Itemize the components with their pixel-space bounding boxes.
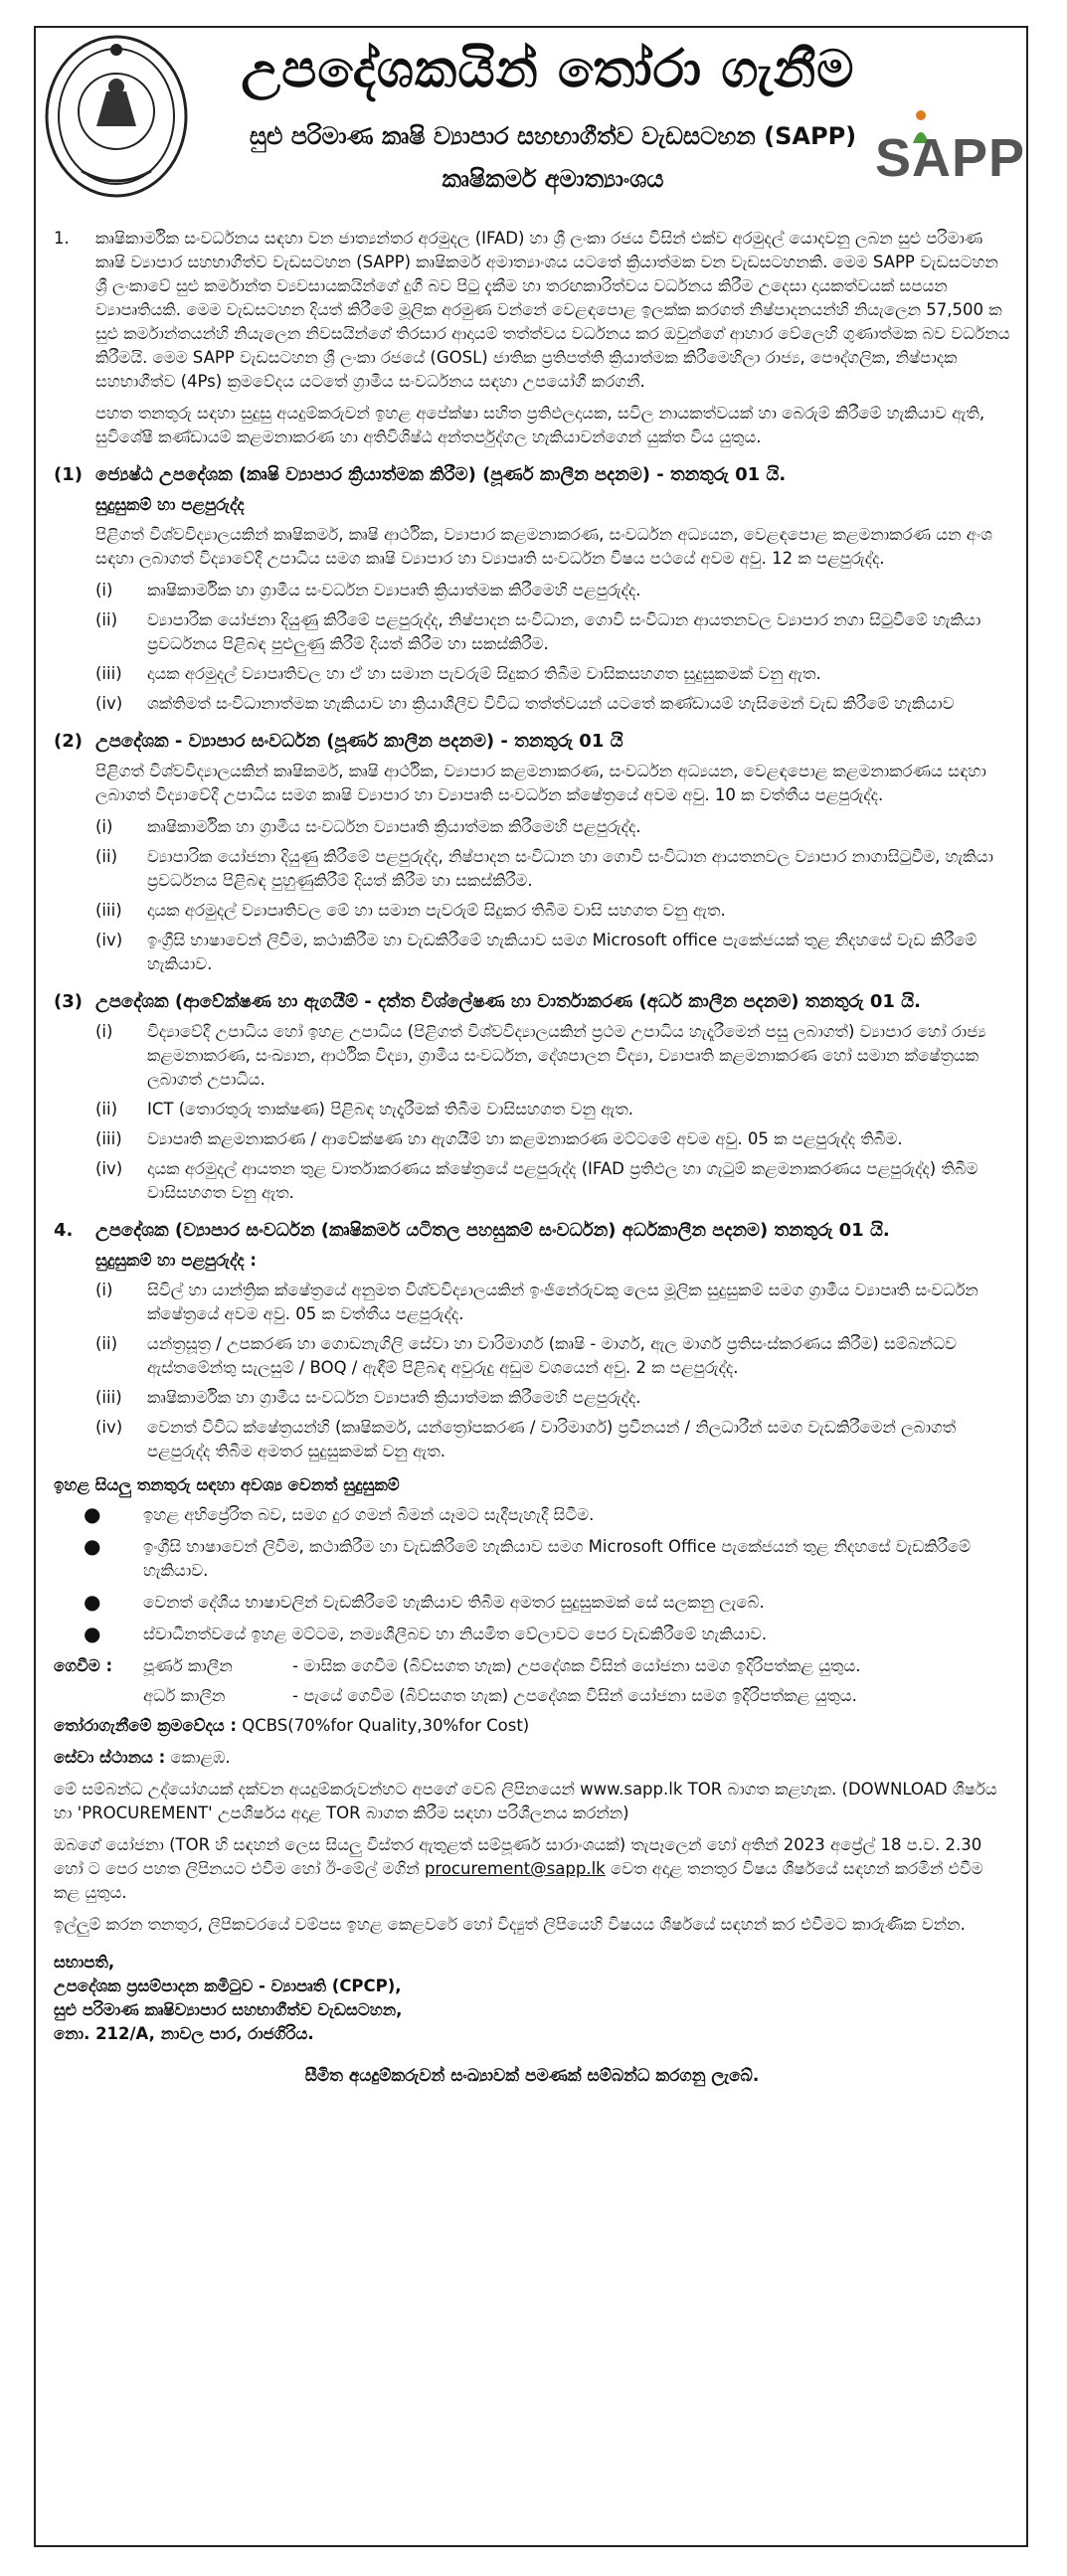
item-number: (i) — [95, 817, 113, 836]
page-title: උපදේශකයින් තෝරා ගැනීම — [241, 40, 855, 99]
section-title: උපදේශක (ආවේක්ෂණ හා ඇගයීම් - දත්ත විශ්ලේෂණ හා වාර්තාකරණ (අර්ධ කාලීන පදනම) තනතුරු 01 යි. — [95, 991, 921, 1012]
item-text: කෘෂිකාර්මික හා ග්‍රාමීය සංවර්ධන ව්‍යාපෘති ක්‍රියාත්මක කිරීමෙහි පළපුරුද්ද. — [147, 1388, 641, 1407]
item-text: විද්‍යාවේදී උපාධිය හෝ ඉහළ උපාධිය (පිළිගත් විශ්වවිද්‍යාලයකින් ප්‍රථම උපාධිය හැදෑරීමෙන් පසු ලබාගත්) ව්‍යාපාර හෝ රාජ්‍ය කළමනාකරණ, සංඛ්‍යාන, ආර්ථික විද්‍යා, ග්‍රාමීය සංවර්ධන, දේශපාලන විද්‍යා, ව්‍යාපෘති කළමනාකරණ හෝ සමාන ක්ෂේත්‍රයක ලබාගත් උපාධිය. — [147, 1022, 986, 1089]
bullet-text: ස්වාධීනත්වයේ ඉහළ මට්ටම, නම්‍යශීලීබව හා නියමිත වේලාවට පෙර වැඩකිරීමේ හැකියාව. — [143, 1625, 768, 1643]
submission-instructions — [54, 1833, 1010, 1905]
item-number: (iii) — [95, 901, 122, 920]
list-item — [84, 1503, 1010, 1527]
item-text: දායක අරමුදල් ව්‍යාපෘතිවල හා ඒ හා සමාන පැවරුම් සිදුකර තිබීම වාසිකසහගත සුදුසුකමක් වනු ඇත. — [147, 664, 821, 683]
duty-station-value: කොළඹ. — [170, 1748, 231, 1767]
item-number: (ii) — [95, 610, 118, 629]
salary-label: ගෙවීම : — [54, 1656, 113, 1675]
section-subheading: සුදුසුකම් හා පළපුරුද්ද : — [95, 1251, 257, 1270]
sri-lanka-emblem-icon — [42, 32, 191, 201]
duty-station-label: සේවා ස්ථානය : — [54, 1748, 166, 1767]
footer-note: සීමිත අයදුම්කරුවන් සංඛ්‍යාවක් පමණක් සම්බන්ධ කරගනු ලැබේ. — [304, 2066, 760, 2086]
selection-method-label: තෝරාගැනීමේ ක්‍රමවේදය : — [54, 1716, 237, 1735]
item-number: (iii) — [95, 1129, 122, 1148]
section-intro: පිළිගත් විශ්වවිද්‍යාලයකින් කෘෂිකර්ම, කෘෂි ආර්ථික, ව්‍යාපාර කළමනාකරණ, සංවර්ධන අධ්‍යයන, වෙළඳපොළ කළමනාකරණය සඳහා ලබාගත් විද්‍යාවේදී උපාධිය සමග කෘෂි ව්‍යාපාර හා ව්‍යාපෘති සංවර්ධන ක්ෂේත්‍රයේ අවම අවු. 10 ක වත්තීය පළපුරුද්ද. — [95, 762, 986, 804]
list-item — [95, 692, 1010, 716]
item-number: (i) — [95, 581, 113, 600]
item-text: ශක්තිමත් සංවිධානාත්මක හැකියාව හා ක්‍රියාශීලීව විවිධ තත්ත්වයන් යටතේ කණ්ඩායම් හැසිමෙන් වැඩ කිරීමේ හැකියාව — [147, 694, 955, 713]
envelope-note: ඉල්ලුම් කරන තනතුර, ලිපිකවරයේ වම්පස ඉහළ කෙළවරේ හෝ විද්‍යුත් ලිපියෙහි විෂයය ශීර්ෂයේ සඳහන් කර එවීමට කාරුණික වන්න. — [54, 1915, 966, 1934]
item-text: දායක අරමුදල් ආයතන තුළ වාර්තාකරණය ක්ෂේත්‍රයේ පළපුරුද්ද (IFAD ප්‍රතිඵල හා ගැටුම් කළමනාකරණය පළපුරුද්ද) තිබීම වාසිසහගත වනු ඇත. — [147, 1159, 978, 1202]
item-text: කෘෂිකාර්මික හා ග්‍රාමීය සංවර්ධන ව්‍යාපෘති ක්‍රියාත්මක කිරීමෙහි පළපුරුද්ද. — [147, 581, 641, 600]
item-text: කෘෂිකාර්මික හා ග්‍රාමීය සංවර්ධන ව්‍යාපෘති ක්‍රියාත්මක කිරීමෙහි පළපුරුද්ද. — [147, 817, 641, 836]
section-heading — [54, 730, 1010, 754]
list-item — [95, 1127, 1010, 1151]
section-number: (2) — [54, 731, 83, 752]
salary-row — [54, 1684, 1010, 1708]
intro-paragraph — [54, 227, 1010, 402]
requirement-list — [95, 1020, 1010, 1205]
salary-value: - පැයේ ගෙවීම (බිව්සගත හැක) උපදේශක විසින් යෝජනා සමග ඉදිරිපත්කළ යුතුය. — [292, 1686, 857, 1705]
selection-method — [54, 1714, 1010, 1738]
bullet-text: වෙනත් දේශීය භාෂාවලින් වැඩකිරීමේ හැකියාව තිබීම අමතර සුදුසුකමක් සේ සලකනු ලැබේ. — [143, 1593, 765, 1612]
list-item — [95, 1157, 1010, 1205]
salary-row — [54, 1654, 1010, 1678]
intro-number: 1. — [54, 229, 70, 248]
salary-value: - මාසික ගෙවීම (බිව්සගත හැක) උපදේශක විසින් යෝජනා සමග ඉදිරිපත්කළ යුතුය. — [292, 1656, 861, 1675]
item-text: දායක අරමුදල් ව්‍යාපෘතිවල මේ හා සමාන පැවරුම් සිදුකර තිබීම වාසි සහගත වනු ඇත. — [147, 901, 726, 920]
item-text: ව්‍යාපෘති කළමනාකරණ / ආවේක්ෂණ හා ඇගයීම් හා කළමනාකරණ මට්ටමේ අවම අවු. 05 ක පළපුරුද්ද තිබීම. — [147, 1129, 903, 1148]
signature-line: සුළු පරිමාණ කෘෂිව්‍යාපාර සහභාගීත්ව වැඩසටහන, — [54, 2000, 403, 2019]
section-number: (3) — [54, 991, 83, 1012]
section-heading — [54, 990, 1010, 1014]
item-text: සිවිල් හා යාන්ත්‍රික ක්ෂේත්‍රයේ අනුමත විශ්වවිද්‍යාලයකින් ඉංජිනේරුවකු ලෙස මූලික සුදුසුකම් සමග ග්‍රාමීය ව්‍යාපෘති සංවර්ධන ක්ෂේත්‍රයේ අවම අවු. 05 ක වත්තීය පළපුරුද්ද. — [147, 1281, 978, 1323]
ministry-name: කෘෂිකර්ම අමාත්‍යාංශය — [442, 165, 664, 193]
section-intro: පිළිගත් විශ්වවිද්‍යාලයකින් කෘෂිකර්ම, කෘෂි ආර්ථික, ව්‍යාපාර කළමනාකරණ, සංවර්ධන අධ්‍යයන, වෙළඳපොළ කළමනාකරණ යන අංශ සඳහා ලබාගත් විද්‍යාවේදී උපාධිය සමග කෘෂි ව්‍යාපාර හා ව්‍යාපෘති සංවර්ධන විෂය පථයේ අවම අවු. 12 ක පළපුරුද්ද. — [95, 525, 992, 568]
general-requirements-list — [84, 1503, 1010, 1646]
requirement-list — [95, 815, 1010, 976]
intro-text: කෘෂිකාර්මික සංවර්ධනය සඳහා වන ජාත්‍යන්තර අරමුදල (IFAD) හා ශ්‍රී ලංකා රජය විසින් එක්ව අරමුදල් යොදවනු ලබන සුළු පරිමාණ කෘෂි ව්‍යාපාර සහභාගීත්ව වැඩසටහන (SAPP) කෘෂිකර්ම අමාත්‍යාංශය යටතේ ක්‍රියාත්මක වන වැඩසටහනකි. මෙම SAPP වැඩසටහන ශ්‍රී ලංකාවේ සුළු කර්මාන්ත ව්‍යවසායකයින්ගේ දුගී බව පිටු දැකීම හා තරඟකාරිත්වය වර්ධනය කිරීම උදෙසා දායකත්වයක් සපයන ව්‍යාපෘතියකි. මෙම වැඩසටහන දියත් කිරීමේ මූලික අරමුණ වන්නේ වෙළඳපොළ ඉලක්ක කරගත් නිෂ්පාදනයන්හි නියැලෙන 57,500 ක සුළු කර්මාන්තයන්හි නියැලෙන නිවසයින්ගේ තිරසාර ආදායම් තත්ත්වය වර්ධනය කර ඔවුන්ගේ ආහාර වේලෙහි ගුණාත්මක බව වර්ධනය කිරීමයි. මෙම SAPP වැඩසටහන ශ්‍රී ලංකා රජයේ (GOSL) ජාතික ප්‍රතිපත්ති ක්‍රියාත්මක කිරීමෙහිලා රාජ්‍ය, පෞද්ගලික, නිෂ්පාදක සහභාගීත්ව (4Ps) ක්‍රමවේදය යටතේ ග්‍රාමීය සංවර්ධනය සඳහා උපයෝගී කරගනී. — [95, 229, 1010, 391]
sapp-logo-text: SAPP — [875, 128, 1026, 188]
item-text: ව්‍යාපාරික යෝජනා දියුණු කිරීමේ පළපුරුද්ද, නිෂ්පාදන සංවිධාන හා ගොවි සංවිධාන ආයතනවල ව්‍යාපාර නාගාසිටුවීම, හැකියා ප්‍රවර්ධනය පිළිබඳ පුහුණුකිරීම් දියත් කිරීම හා සකස්කිරීම. — [147, 847, 993, 890]
item-number: (ii) — [95, 1334, 118, 1353]
signature-line: උපදේශක ප්‍රසම්පාදන කමිටුව - ව්‍යාපෘති (CPCP), — [54, 1976, 402, 1995]
section-number: (1) — [54, 464, 83, 485]
section-title: උපදේශක (ව්‍යාපාර සංවර්ධන (කෘෂිකර්ම යටිතල පහසුකම් සංවර්ධන) අර්ධකාලීන පදනම) තනතුරු 01 යි. — [95, 1220, 890, 1241]
list-item — [95, 608, 1010, 656]
signature-block — [54, 1951, 1010, 2046]
list-item — [95, 1279, 1010, 1326]
download-instructions: මේ සම්බන්ධ උද්යෝගයක් දක්වන අයදුම්කරුවන්හට අපගේ වෙබ් ලිපිනයෙන් www.sapp.lk TOR බාගත කළහැක. (DOWNLOAD ශීර්ෂය හා 'PROCUREMENT' උපශීර්ෂය අදාළ TOR බාගත කිරීම සඳහා පරිශීලනය කරන්න) — [54, 1780, 997, 1822]
item-number: (iv) — [95, 931, 123, 949]
list-item — [95, 899, 1010, 923]
section-title: උපදේශක - ව්‍යාපාර සංවර්ධන (පූර්ණ කාලීන පදනම) - තනතුරු 01 යි — [95, 731, 623, 752]
submission-text: ඔබගේ යෝජනා (TOR හි සඳහන් ලෙස සියලු විස්තර ඇතුළත් සම්පූර්ණ සාරාංශයක්) තැපෑලෙන් හෝ අතින් 2023 අප්‍රේල් 18 ප.ව. 2.30 හෝ ට පෙර පහත ලිපිනයට එවීම හෝ ඊ-මේල් මගින් — [54, 1835, 982, 1878]
bullet-icon: ● — [84, 1502, 101, 1526]
requirement-list — [95, 1279, 1010, 1463]
item-text: වෙනත් විවිධ ක්ෂේත්‍රයන්හි (කෘෂිකර්ම, යන්ත්‍රෝපකරණ / වාරිමාර්ග) ප්‍රවීනයන් / නිලධාරීන් සමග වැඩකිරීමෙන් ලබාගත් පළපුරුද්ද තිබීම අමතර සුදුසුකමක් වනු ඇත. — [147, 1418, 957, 1460]
section-subheading: සුදුසුකම් හා පළපුරුද්ද — [95, 495, 245, 514]
section-heading — [54, 1219, 1010, 1243]
item-number: (ii) — [95, 847, 118, 866]
bullet-icon: ● — [84, 1534, 101, 1558]
bullet-icon: ● — [84, 1590, 101, 1614]
item-number: (i) — [95, 1022, 113, 1041]
item-number: (iv) — [95, 694, 123, 713]
sapp-logo — [857, 107, 1026, 197]
header — [36, 28, 1026, 212]
list-item — [84, 1623, 1010, 1646]
general-requirements-heading: ඉහළ සියලු තනතුරු සඳහා අවශ්‍ය වෙනත් සුදුසුකම් — [54, 1475, 400, 1494]
section-title: ජ්‍යෙෂ්ඨ උපදේශක (කෘෂි ව්‍යාපාර ක්‍රියාත්මක කිරීම) (පූර්ණ කාලීන පදනම) - තනතුරු 01 යි. — [95, 464, 787, 485]
list-item — [84, 1591, 1010, 1615]
item-number: (iv) — [95, 1418, 123, 1437]
item-text: ICT (තොරතුරු තාක්ෂණ) පිළිබඳ හැදෑරීමක් තිබීම වාසිසහගත වනු ඇත. — [147, 1100, 634, 1118]
section-heading — [54, 463, 1010, 487]
advertisement-page — [34, 26, 1028, 2547]
bullet-text: ඉංග්‍රීසි භාෂාවෙන් ලිවීම, කථාකිරීම හා වැඩකිරීමේ හැකියාව සමග Microsoft Office පැකේජයන් තුළ නිදහසේ වැඩකිරීමේ හැකියාව. — [143, 1537, 971, 1580]
signature-address: නො. 212/A, නාවල පාර, රාජගිරිය. — [54, 2024, 314, 2043]
list-item — [95, 662, 1010, 686]
item-text: ඉංග්‍රීසි භාෂාවෙන් ලිවීම, කථාකිරීම හා වැඩකිරීමේ හැකියාව සමග Microsoft office පැකේජයක් තුළ නිදහසේ වැඩ කිරීමේ හැකියාව. — [147, 931, 978, 973]
list-item — [95, 929, 1010, 976]
duty-station — [54, 1746, 1010, 1770]
list-item — [95, 1416, 1010, 1463]
item-number: (ii) — [95, 1100, 118, 1118]
email-link[interactable]: procurement@sapp.lk — [424, 1859, 606, 1878]
list-item — [95, 1020, 1010, 1092]
list-item — [95, 845, 1010, 893]
salary-type: පූර්ණ කාලීන — [143, 1656, 233, 1675]
item-text: යන්ත්‍රසූත්‍ර / උපකරණ හා ගොඩනැගිලි සේවා හා වාරිමාර්ග (කෘෂි - මාර්ග, ඇල මාර්ග ප්‍රතිසංස්කරණය කිරීම) සම්බන්ධව ඇස්තමේන්තු සැලසුම් / BOQ / ඇඳීම් පිළිබඳ අවුරුදු අඩුම වශයෙන් අවු. 2 ක පළපුරුද්ද. — [147, 1334, 957, 1377]
item-number: (iv) — [95, 1159, 123, 1178]
list-item — [95, 815, 1010, 839]
content — [54, 227, 1010, 2088]
item-number: (i) — [95, 1281, 113, 1299]
signature-line: සභාපති, — [54, 1953, 115, 1972]
requirement-list — [95, 579, 1010, 716]
item-number: (iii) — [95, 1388, 122, 1407]
submission-text-end: වෙත අදාළ තනතුර විෂය ශීර්ෂයේ සඳහන් කරමින් එවීම කළ යුතුය. — [54, 1859, 983, 1902]
program-name: සුළු පරිමාණ කෘෂි ව්‍යාපාර සහභාගීත්ව වැඩසටහන (SAPP) — [249, 122, 857, 150]
bullet-text: ඉහළ අභිප්‍රේරිත බව, සමග දුර ගමන් බිමන් යෑමට සැදීපැහැදී සිටීම. — [143, 1505, 595, 1524]
list-item — [95, 1332, 1010, 1380]
salary-type: අර්ධ කාලීන — [143, 1686, 226, 1705]
list-item — [95, 1386, 1010, 1410]
selection-method-value: QCBS(70%for Quality,30%for Cost) — [242, 1716, 530, 1735]
list-item — [95, 579, 1010, 602]
item-text: ව්‍යාපාරික යෝජනා දියුණු කිරීමේ පළපුරුද්ද, නිෂ්පාදන සංවිධාන, ගොවි සංවිධාන ආයතනවල ව්‍යාපාර නගා සිටුවීමේ හැකියා ප්‍රවර්ධනය පිළිබඳ පුළුලුණු කිරීම් දියත් කිරීම හා සකස්කිරීම. — [147, 610, 981, 653]
list-item — [95, 1098, 1010, 1121]
section-number: 4. — [54, 1220, 74, 1241]
bullet-icon: ● — [84, 1622, 101, 1645]
list-item — [84, 1535, 1010, 1583]
requirements-paragraph: පහත තනතුරු සඳහා සුදුසු අයදුම්කරුවන් ඉහළ අපේක්ෂා සහිත ප්‍රතිඵලදායක, සවිල නායකත්වයක් හා බෙරුම් කිරීමේ හැකියාව ඇති, සුවිශේෂී කණ්ඩායම් කළමනාකරණ හා අතිවිශිෂ්ඨ අන්තර්පුද්ගල හැකියාවන්ගෙන් යුක්ත විය යුතුය. — [95, 404, 985, 446]
item-number: (iii) — [95, 664, 122, 683]
